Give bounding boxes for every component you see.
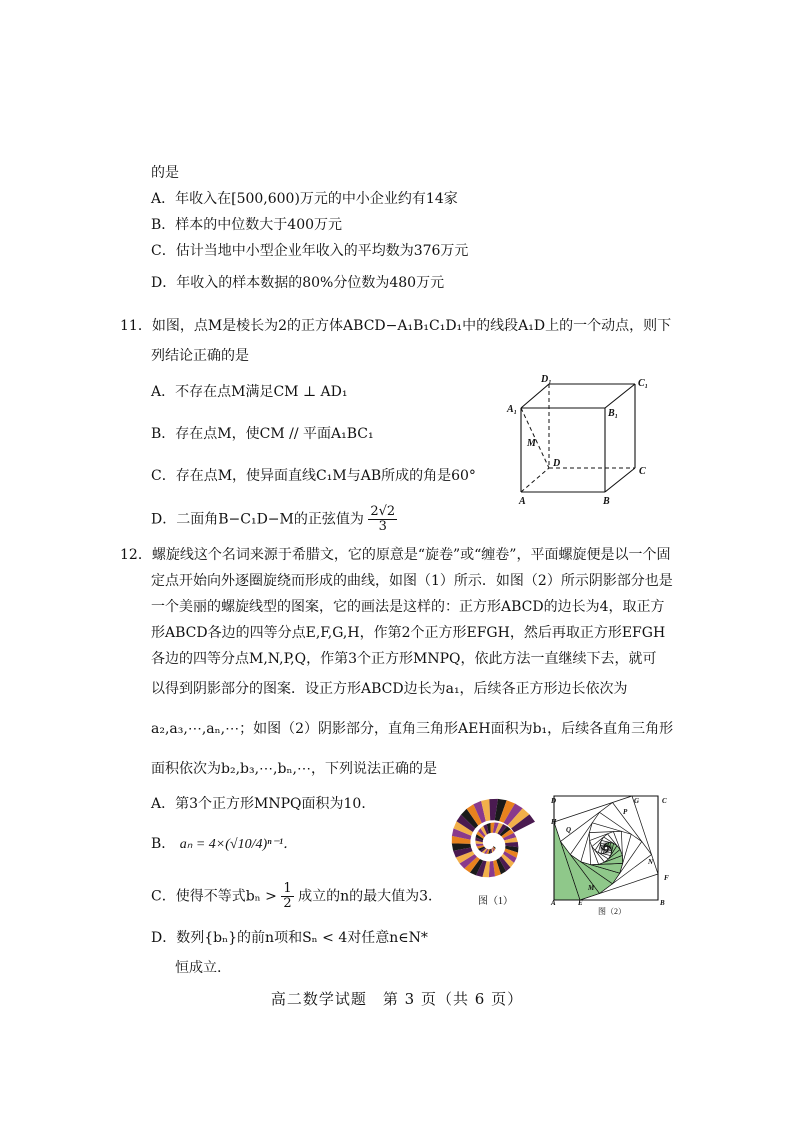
q12-stem-line2: 定点开始向外逐圈旋绕而形成的曲线，如图（1）所示．如图（2）所示阴影部分也是 [151, 573, 673, 589]
q11-stem-line1: 11．如图，点M是棱长为2的正方体ABCD−A₁B₁C₁D₁中的线段A₁D上的一个动点，则下 [120, 318, 672, 334]
label-sq-m: M [588, 884, 595, 892]
q11-option-a: A．不存在点M满足CM ⊥ AD₁ [151, 384, 348, 400]
q12-option-c-text: C．使得不等式bₙ > [151, 888, 277, 905]
label-sq-f: F [664, 874, 669, 882]
q12-option-b-letter: B． [151, 836, 176, 852]
label-sq-e: E [578, 899, 583, 907]
label-b1: B₁ [608, 408, 619, 419]
q10-option-d: D．年收入的样本数据的80%分位数为480万元 [151, 275, 445, 291]
label-a: A [519, 496, 526, 507]
label-sq-p: P [623, 808, 628, 816]
label-c: C [639, 466, 646, 477]
q12-option-c [151, 882, 442, 911]
fig2-caption: 图（2） [598, 907, 626, 916]
q12-stem-line1: 12．螺旋线这个名词来源于希腊文，它的原意是“旋卷”或“缠卷”，平面螺旋便是以一个固 [120, 547, 671, 563]
q12-option-c-tail: 成立的n的最大值为3． [298, 888, 443, 905]
q12-stem-line7: a₂,a₃,⋯,aₙ,⋯；如图（2）阴影部分，直角三角形AEH面积为b₁，后续各直角三角形 [151, 721, 674, 737]
label-sq-d: D [551, 797, 557, 805]
q11-option-d-fraction [368, 505, 397, 534]
label-sq-n: N [648, 858, 654, 866]
q11-option-b: B．存在点M，使CM // 平面A₁BC₁ [151, 426, 374, 442]
label-sq-b: B [660, 899, 665, 907]
square-outline [604, 846, 607, 849]
label-sq-h: H [551, 818, 557, 826]
q12-option-c-fraction [281, 882, 293, 911]
q12-stem-line4: 形ABCD各边的四等分点E,F,G,H，作第2个正方形EFGH，然后再取正方形EFGH [151, 625, 666, 641]
q11-option-c: C．存在点M，使异面直线C₁M与AB所成的角是60° [151, 468, 476, 484]
nested-squares [554, 796, 658, 900]
nested-squares-figure [548, 792, 676, 920]
label-sq-q: Q [566, 826, 572, 834]
label-sq-c: C [662, 797, 667, 805]
page-footer: 高二数学试题 第 3 页（共 6 页） [270, 990, 524, 1008]
label-sq-a: A [551, 899, 556, 907]
label-a1: A₁ [507, 404, 518, 415]
q11-stem-line2: 列结论正确的是 [151, 348, 249, 364]
q11-option-d-text: D．二面角B−C₁D−M的正弦值为 [151, 511, 364, 528]
q12-c-numerator: 1 [283, 881, 292, 896]
q11-d-denominator: 3 [378, 519, 387, 534]
q12-c-denominator: 2 [283, 896, 292, 911]
spiral-figure [436, 796, 546, 906]
q12-option-d-cont: 恒成立. [175, 960, 222, 976]
label-sq-g: G [634, 797, 640, 805]
q12-stem-line8: 面积依次为b₂,b₃,⋯,bₙ,⋯，下列说法正确的是 [151, 761, 437, 777]
label-d: D [553, 458, 561, 469]
q12-stem-line6: 以得到阴影部分的图案．设正方形ABCD边长为a₁，后续各正方形边长依次为 [151, 681, 628, 697]
cube-figure [505, 372, 655, 512]
q10-continuation: 的是 [151, 165, 179, 181]
q10-option-b: B．样本的中位数大于400万元 [151, 217, 343, 233]
q10-option-c: C．估计当地中小型企业年收入的平均数为376万元 [151, 243, 469, 259]
spiral-bands [452, 799, 535, 877]
q12-option-d: D．数列{bₙ}的前n项和Sₙ < 4对任意n∈N* [151, 930, 428, 946]
label-d1: D₁ [541, 374, 552, 385]
label-m: M [527, 438, 536, 449]
q12-option-b [151, 834, 297, 855]
q12-stem-line5: 各边的四等分点M,N,P,Q，作第3个正方形MNPQ，依此方法一直继续下去，就可 [151, 651, 657, 667]
q10-option-a: A．年收入在[500,600)万元的中小企业约有14家 [151, 191, 458, 207]
q12-option-a: A．第3个正方形MNPQ面积为10． [151, 796, 376, 812]
label-b: B [603, 496, 610, 507]
q11-d-numerator: 2√2 [370, 504, 396, 519]
label-c1: C₁ [638, 378, 649, 389]
q12-stem-line3: 一个美丽的螺旋线型的图案，它的画法是这样的：正方形ABCD的边长为4，取正方 [151, 599, 665, 615]
q11-option-d [151, 505, 397, 534]
q12-option-b-formula: aₙ = 4×(√10/4)ⁿ⁻¹． [179, 837, 298, 852]
fig1-caption: 图（1） [478, 896, 513, 906]
